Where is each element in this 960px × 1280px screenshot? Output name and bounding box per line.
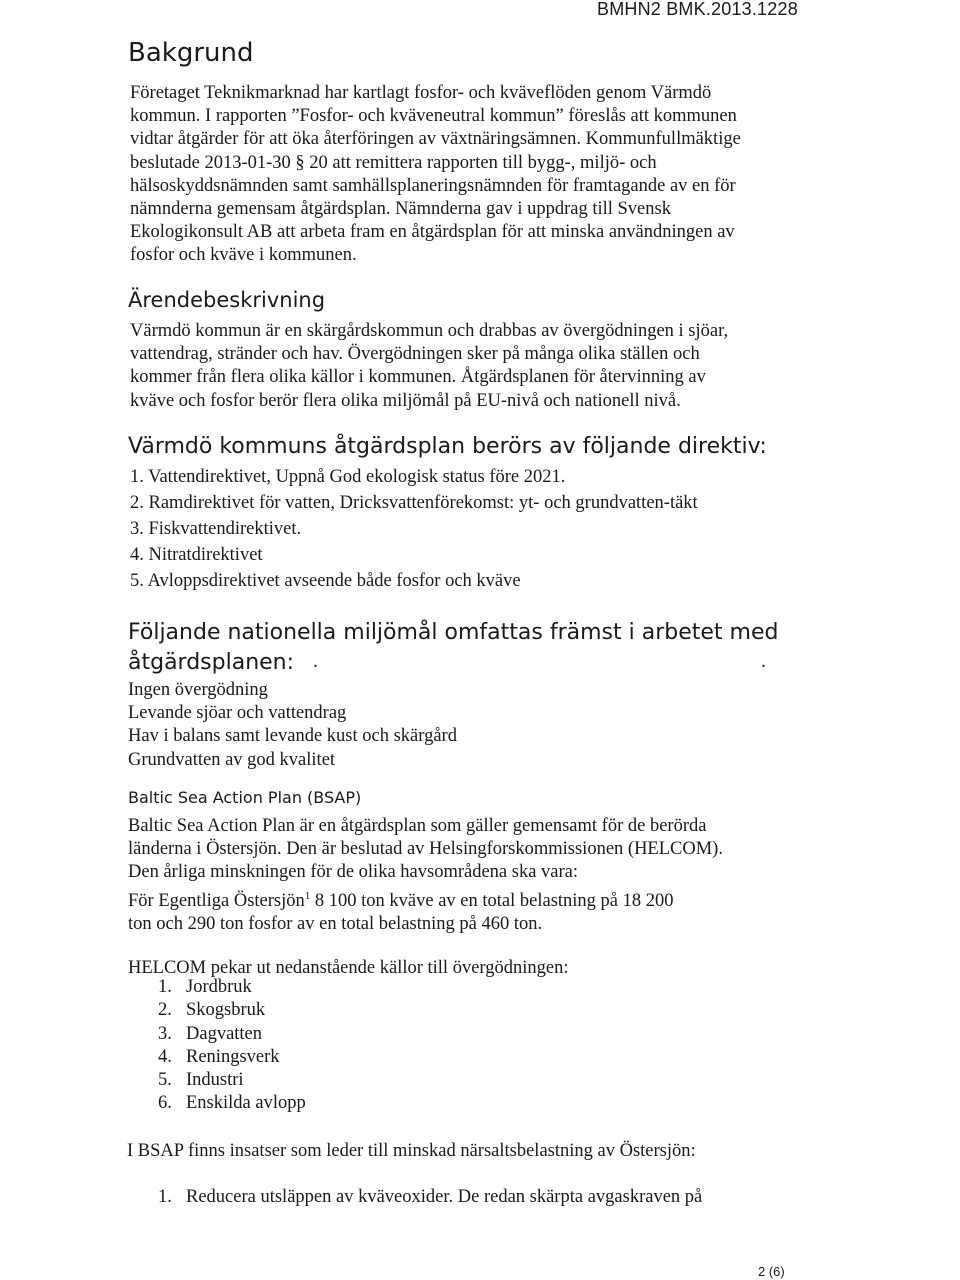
text-line: kväve och fosfor berör flera olika miljömål på EU-nivå och nationell nivå. [130, 390, 681, 411]
text-line: Baltic Sea Action Plan är en åtgärdsplan som gäller gemensamt för de berörda [128, 816, 707, 836]
list-item: 3. Fiskvattendirektivet. [130, 519, 302, 539]
text-line: Värmdö kommun är en skärgårdskommun och drabbas av övergödningen i sjöar, [130, 321, 729, 341]
section-heading-direktiv: Värmdö kommuns åtgärdsplan berörs av följande direktiv: [128, 434, 767, 459]
text-line: vidtar åtgärder för att öka återföringen av växtnäringsämnen. Kommunfullmäktige [130, 129, 741, 150]
list-item: 4. Nitratdirektivet [130, 545, 263, 565]
helcom-intro: HELCOM pekar ut nedanstående källor till övergödningen: [128, 958, 569, 978]
list-number: 6. [158, 1093, 172, 1114]
text-line: hälsoskyddsnämnden samt samhällsplaneringsnämnden för framtagande av en för [130, 175, 736, 196]
list-label: Reducera utsläppen av kväveoxider. De redan skärpta avgaskraven på [186, 1187, 703, 1207]
helcom-sources-list [158, 976, 306, 1116]
list-item [158, 1023, 306, 1046]
stray-dot: . [313, 650, 318, 672]
list-item: Hav i balans samt levande kust och skärgård [128, 726, 457, 747]
bakgrund-paragraph [130, 82, 790, 268]
list-number: 3. [158, 1023, 172, 1044]
page-number: 2 (6) [758, 1264, 785, 1279]
list-item: Grundvatten av god kvalitet [128, 749, 336, 770]
text-line [128, 885, 788, 913]
list-item: Levande sjöar och vattendrag [128, 703, 347, 724]
list-number: 4. [158, 1046, 172, 1067]
list-item: 5. Avloppsdirektivet avseende både fosfor och kväve [130, 571, 521, 591]
text-fragment: För Egentliga Östersjön [128, 890, 305, 911]
list-label: Reningsverk [186, 1046, 280, 1067]
section-heading-bakgrund: Bakgrund [128, 38, 254, 68]
section-heading-miljomal [128, 618, 778, 678]
text-line: länderna i Östersjön. Den är beslutad av Helsingforskommissionen (HELCOM). [128, 839, 723, 860]
list-number: 2. [158, 1000, 172, 1021]
list-label: Enskilda avlopp [186, 1093, 306, 1114]
list-label: Industri [186, 1070, 244, 1091]
list-item: Ingen övergödning [128, 680, 268, 700]
stray-dot: . [761, 650, 766, 672]
footnote-marker: 1 [304, 889, 311, 902]
list-item [158, 976, 306, 999]
miljomal-list [128, 679, 457, 772]
list-number: 5. [158, 1070, 172, 1091]
text-line: vattendrag, stränder och hav. Övergödningen sker på många olika ställen och [130, 344, 700, 365]
text-line: ton och 290 ton fosfor av en total belastning på 460 ton. [128, 913, 543, 934]
list-item: 1. Vattendirektivet, Uppnå God ekologisk status före 2021. [130, 467, 566, 487]
text-line: beslutade 2013-01-30 § 20 att remittera rapporten till bygg-, miljö- och [130, 152, 657, 173]
list-number: 1. [158, 1187, 172, 1207]
heading-line: Följande nationella miljömål omfattas främst i arbetet med [128, 620, 779, 645]
list-item [158, 1046, 306, 1069]
direktiv-list [130, 464, 698, 594]
text-line: nämnderna gemensam åtgärdsplan. Nämnderna gav i uppdrag till Svensk [130, 199, 671, 220]
list-label: Dagvatten [186, 1023, 263, 1044]
list-number: 1. [158, 977, 172, 997]
list-item: 2. Ramdirektivet för vatten, Dricksvattenförekomst: yt- och grundvatten-täkt [130, 493, 698, 513]
text-line: kommun. I rapporten ”Fosfor- och kväveneutral kommun” föreslås att kommunen [130, 106, 737, 127]
list-label: Jordbruk [186, 977, 252, 997]
arendebeskrivning-paragraph [130, 320, 790, 413]
insatser-intro: I BSAP finns insatser som leder till minskad närsaltsbelastning av Östersjön: [127, 1141, 696, 1161]
text-line: kommer från flera olika källor i kommunen. Åtgärdsplanen för återvinning av [130, 367, 706, 388]
text-fragment: 8 100 ton kväve av en total belastning på 18 200 [310, 890, 674, 911]
document-reference: BMHN2 BMK.2013.1228 [597, 0, 798, 19]
section-heading-bsap: Baltic Sea Action Plan (BSAP) [128, 788, 362, 807]
list-item [158, 999, 306, 1022]
bsap-paragraph [128, 815, 788, 936]
list-item [158, 1069, 306, 1092]
heading-line: åtgärdsplanen: [128, 650, 295, 675]
text-line: Företaget Teknikmarknad har kartlagt fosfor- och kväveflöden genom Värmdö [130, 83, 712, 103]
text-line: Den årliga minskningen för de olika havsområdena ska vara: [128, 862, 579, 883]
list-label: Skogsbruk [186, 1000, 266, 1021]
list-item [158, 1092, 306, 1115]
text-line: fosfor och kväve i kommunen. [130, 245, 357, 266]
insatser-item [158, 1186, 702, 1209]
section-heading-arendebeskrivning: Ärendebeskrivning [128, 288, 326, 312]
text-line: Ekologikonsult AB att arbeta fram en åtgärdsplan för att minska användningen av [130, 222, 735, 243]
